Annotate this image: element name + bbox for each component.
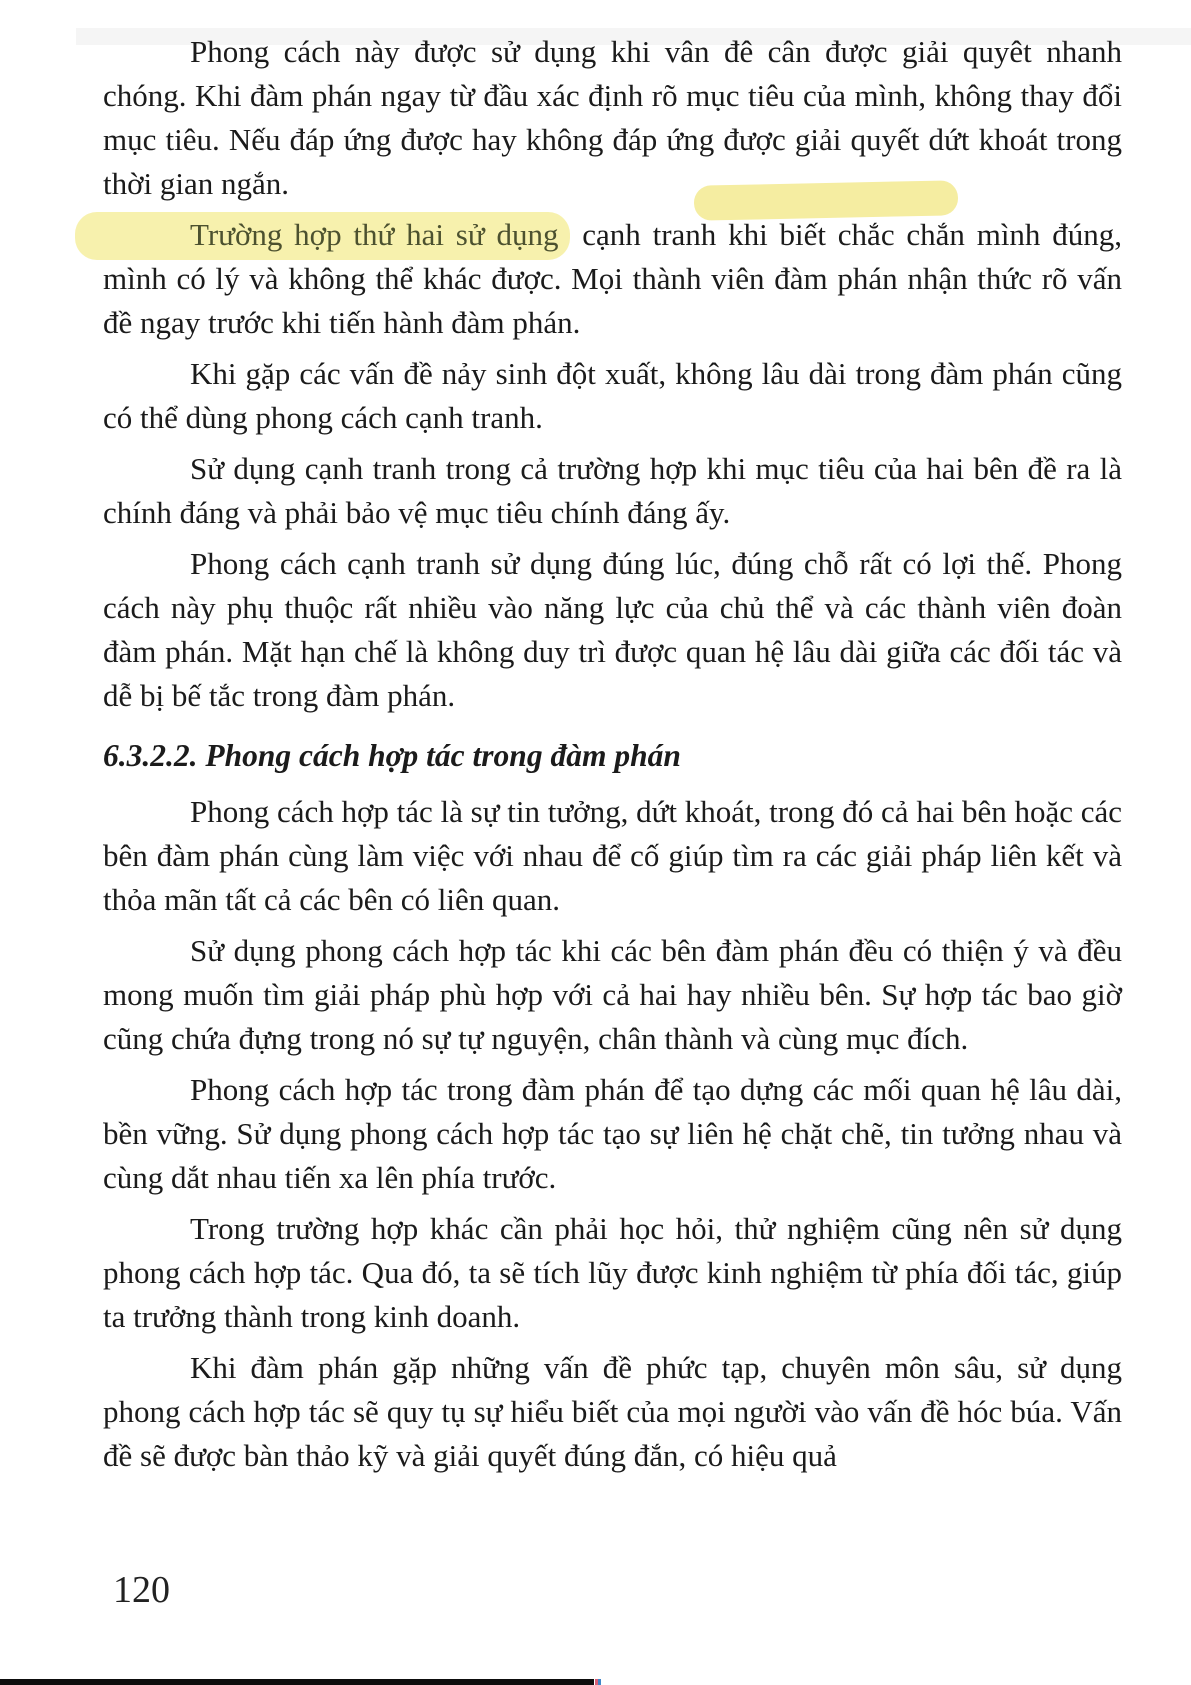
paragraph [103,30,1122,206]
paragraph [103,213,1122,345]
paragraph [103,447,1122,535]
paragraph [103,929,1122,1061]
text-run: Phong cách hợp tác là sự tin tưởng, dứt khoát, trong đó cả hai bên hoặc các bên đàm phán cùng làm việc với nhau để cố giúp tìm ra các giải pháp liên kết và thỏa mãn tất cả các bên có liên quan. [103,794,1122,917]
paragraph [103,1346,1122,1478]
text-run: 6.3.2.2. Phong cách hợp tác trong đàm phán [103,738,681,773]
text-run: Phong cách này được sử dụng khi vân đê cân được giải quyêt nhanh chóng. Khi đàm phán ngay từ đầu xác định rõ mục tiêu của mình, không thay đổi mục tiêu. Nếu đáp ứng được hay không đáp ứng được giải quyết dứt khoát trong thời gian ngắn. [103,34,1122,201]
scan-tick-blue [598,1679,601,1685]
text-run: Sử dụng cạnh tranh trong cả trường hợp khi mục tiêu của hai bên đề ra là chính đáng và phải bảo vệ mục tiêu chính đáng ấy. [103,451,1122,530]
paragraph [103,352,1122,440]
text-run: Sử dụng phong cách hợp tác khi các bên đàm phán đều có thiện ý và đều mong muốn tìm giải pháp phù hợp với cả hai hay nhiều bên. Sự hợp tác bao giờ cũng chứa đựng trong nó sự tự nguyện, chân thành và cùng mục đích. [103,933,1122,1056]
text-run: Khi đàm phán gặp những vấn đề phức tạp, chuyên môn sâu, sử dụng phong cách hợp tác sẽ quy tụ sự hiểu biết của mọi người vào vấn đề hóc búa. Vấn đề sẽ được bàn thảo kỹ và giải quyết đúng đắn, có hiệu quả [103,1350,1122,1473]
text-column [103,30,1122,1485]
text-run: cạnh tranh khi biết chắc chắn mình đúng, mình có lý và không thể khác được. Mọi thành viên đàm phán nhận thức rõ vấn đề ngay trước khi tiến hành đàm phán. [103,217,1122,340]
paragraph [103,1068,1122,1200]
scan-artifact-tick [595,1679,601,1685]
text-run: Trong trường hợp khác cần phải học hỏi, thử nghiệm cũng nên sử dụng phong cách hợp tác. Qua đó, ta sẽ tích lũy được kinh nghiệm từ phía đối tác, giúp ta trưởng thành trong kinh doanh. [103,1211,1122,1334]
paragraph [103,542,1122,718]
scan-artifact-bar [0,1679,594,1685]
paragraph [103,1207,1122,1339]
section-heading [103,734,1122,778]
paragraph [103,790,1122,922]
highlighted-text: Trường hợp thứ hai sử dụng [75,212,570,260]
text-run: Phong cách cạnh tranh sử dụng đúng lúc, đúng chỗ rất có lợi thế. Phong cách này phụ thuộc rất nhiều vào năng lực của chủ thể và các thành viên đoàn đàm phán. Mặt hạn chế là không duy trì được quan hệ lâu dài giữa các đối tác và dễ bị bế tắc trong đàm phán. [103,546,1122,713]
text-run: Khi gặp các vấn đề nảy sinh đột xuất, không lâu dài trong đàm phán cũng có thể dùng phong cách cạnh tranh. [103,356,1122,435]
text-run: Phong cách hợp tác trong đàm phán để tạo dựng các mối quan hệ lâu dài, bền vững. Sử dụng phong cách hợp tác tạo sự liên hệ chặt chẽ, tin tưởng nhau và cùng dắt nhau tiến xa lên phía trước. [103,1072,1122,1195]
page-number: 120 [113,1569,170,1611]
